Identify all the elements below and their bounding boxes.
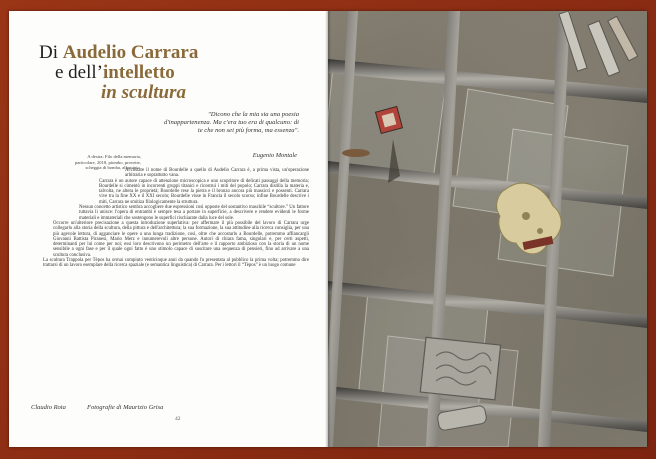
article-title <box>39 43 299 103</box>
body-paragraph: Accostare il nome di Bourdelle a quello di Audelio Carrara è, a prima vista, un'operazione arbitraria e soprattutto vana. <box>125 168 309 179</box>
page-number: 42 <box>175 416 181 422</box>
page-gutter <box>325 11 331 447</box>
title-name: Audelio Carrara <box>62 42 199 63</box>
epigraph-quote: "Dicono che la mia sia una poesia d'inappartenenza. Ma c'era tuo era di qualcuno: di te che non sei più forma, ma essenza". <box>163 111 299 134</box>
artwork-photo <box>328 11 647 447</box>
article-body <box>29 168 309 388</box>
title-line2-prefix: e dell’ <box>55 62 104 83</box>
left-page <box>9 11 328 447</box>
top-tubes <box>559 11 638 76</box>
title-prefix: Di <box>39 42 58 63</box>
epigraph-author: Eugenio Montale <box>252 152 297 159</box>
body-paragraph: Occorre un'ulteriore precisazione a questa introduzione superlativa: per affermare il più possibile del lavoro di Carrara urge collegarlo alla storia della scultura, della pittura e dell'architettura; la sua formazione, la sua attitudine alla ricerca consiglia, per una più agevole lettura, di agganciare le opere a una lunga tradizione, così, oltre che accostarlo a Bourdelle, potremmo affiancargli Giovanni Battista Piranesi, Mario Merz e innumerevoli altre persone. Autori di chiara fama, singolari e, per certi aspetti, determinanti per lui come per noi; essi loro descrivono un perimetro dell'arte e il rapporto ambizioso con la storia di un nome sensibile a ogni fase e per il quale ogni fatto è uno stimolo capace di suscitare una sequenza di pensieri, fino ad arrivare a una scultura conclusiva. <box>53 220 309 258</box>
magazine-spread <box>9 11 647 447</box>
body-paragraph: La scultura Trappola per Tèpos ha ormai compiuto venticinque anni da quando fu presentata al pubblico la prima volta; potremmo dire trattarsi di un lavoro esemplare della ricerca spaziale (e semantica linguistica) di Carrara. Per i lettori il “Tèpos” è un luogo comune <box>43 258 309 269</box>
body-paragraph: Carrara è un autore capace di attenzione microscopica e uno scopritore di delicati passaggi della memoria; Bourdelle si cimentò in incorrenti gruppi titanici e ricostruì i miti del popolo; Carrara distilla la materia e, talvolta, ne altera le proprietà; Bourdelle rese la pietra e il bronzo ancora più massicci e possenti. Carrara vive tra la fine XX e il XXI secolo; Bourdelle visse in Francia il secolo scorso; infine Bourdelle descrive i miti, Carrara ne smitiza filologicamente la struttura. <box>99 178 309 205</box>
body-paragraph: Nessun concetto artistico sembra accogliere due espressioni così opposte del sostantivo maschile “scultore.” Un fattore tuttavia li unisce: l'opera di entrambi è sempre tesa a portare in superficie, a descrivere e rendere evidenti le forme materiali e immateriali che sostengono le superfici rischiarate dalla luce del sole. <box>79 205 309 221</box>
photo-credit: Fotografie di Maurizio Grisa <box>87 404 164 411</box>
author-credit: Claudio Rota <box>31 404 66 411</box>
title-line3: in scultura <box>101 82 187 103</box>
image-caption: A destra: Filo della memoria, particolare, 2018, piombo, provette, scheggia di bomba, alluminio. <box>75 154 141 171</box>
title-line2 <box>39 63 299 83</box>
sculpture-grid-illustration <box>328 11 647 447</box>
title-line2-word: intelletto <box>103 62 175 83</box>
